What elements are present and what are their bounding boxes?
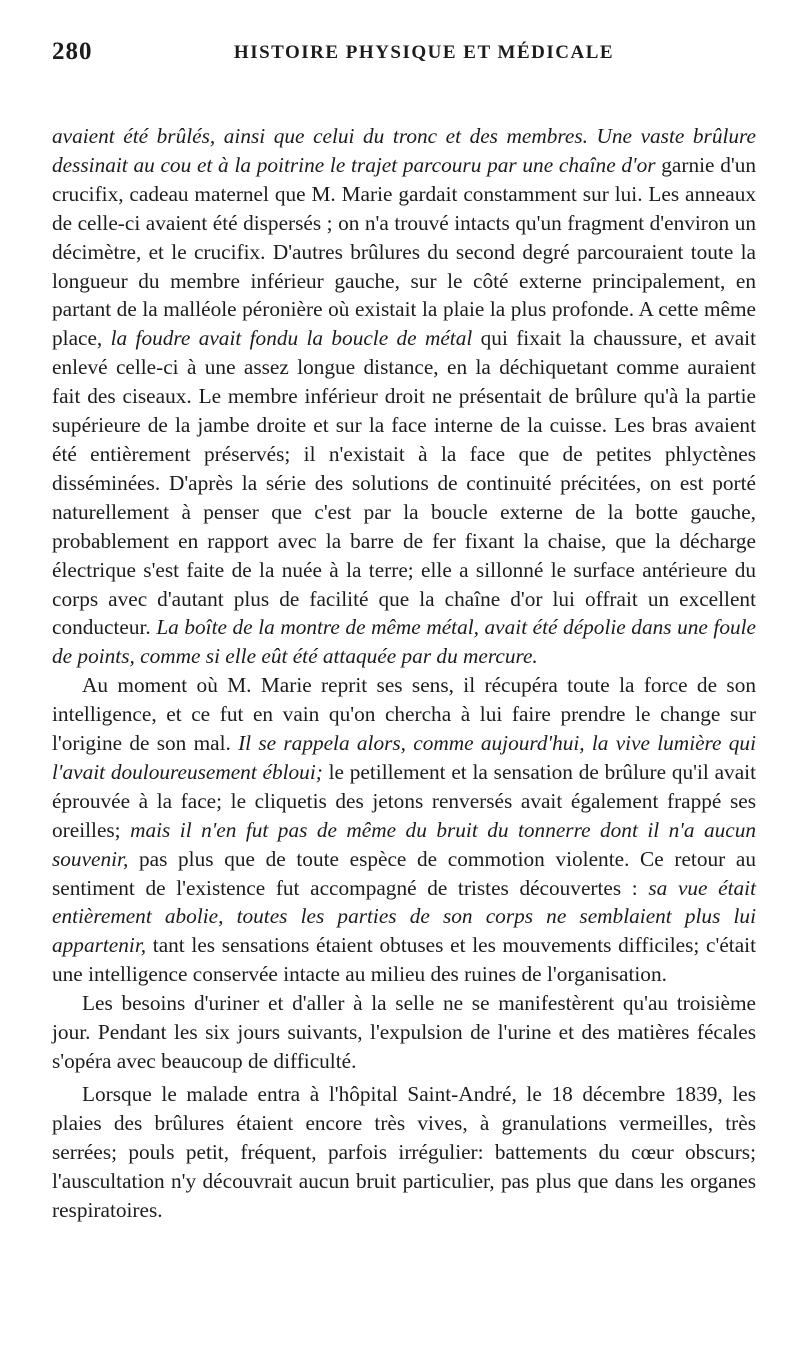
paragraph xyxy=(52,1080,756,1225)
paragraph xyxy=(52,671,756,989)
body-text xyxy=(52,122,756,1224)
text-segment: Lorsque le malade entra à l'hôpital Saint-André, le 18 décembre 1839, les plaies des brûlures étaient encore très vives, à granulations vermeilles, très serrées; pouls petit, fréquent, parfois irrégulier: battements du cœur obscurs; l'auscultation n'y découvrait aucun bruit particulier, pas plus que dans les organes respiratoires. xyxy=(52,1081,756,1222)
paragraph xyxy=(52,989,756,1076)
italic-text-segment: Il se rappela alors, comme aujourd'hui, la vive lumière qui l'avait douloureusement ébloui; xyxy=(52,731,756,784)
italic-text-segment: la foudre avait fondu la boucle de métal xyxy=(110,326,473,351)
running-head: HISTOIRE PHYSIQUE ET MÉDICALE xyxy=(233,42,615,63)
italic-text-segment: avaient été brûlés, ainsi que celui du tronc et des membres. Une vaste brûlure dessinait au cou et à la poitrine le trajet parcouru par une chaîne d'or xyxy=(52,124,756,177)
page-number: 280 xyxy=(52,38,93,65)
italic-text-segment: La boîte de la montre de même métal, avait été dépolie dans une foule de points, comme si elle eût été attaquée par du mercure. xyxy=(52,615,756,669)
paragraph xyxy=(52,122,756,671)
text-segment: Les besoins d'uriner et d'aller à la selle ne se manifestèrent qu'au troisième jour. Pendant les six jours suivants, l'expulsion de l'urine et des matières fécales s'opéra avec beaucoup de difficulté. xyxy=(52,991,756,1073)
page-header xyxy=(52,38,756,78)
italic-text-segment: sa vue était entièrement abolie, toutes les parties de son corps ne semblaient plus lui appartenir, xyxy=(52,875,756,958)
text-segment: tant les sensations étaient obtuses et les mouvements difficiles; c'était une intelligence conservée intacte au milieu des ruines de l'organisation. xyxy=(52,933,756,987)
text-segment: qui fixait la chaussure, et avait enlevé celle-ci à une assez longue distance, en la déchiquetant comme auraient fait des ciseaux. Le membre inférieur droit ne présentait de brûlure qu'à la partie supérieure de la jambe droite et sur la face interne de la cuisse. Les bras avaient été entièrement préservés; il n'existait à la face que de petites phlyctènes disséminées. D'après la série des solutions de continuité précitées, on est porté naturellement à penser que c'est par la boucle externe de la botte gauche, probablement en rapport avec la barre de fer fixant la chaise, que la décharge électrique s'est faite de la nuée à la terre; elle a sillonné le surface antérieure du corps avec d'autant plus de facilité que la chaîne d'or lui offrait un excellent conducteur. xyxy=(52,326,756,640)
text-segment: garnie d'un crucifix, cadeau maternel que M. Marie gardait constamment sur lui. Les anneaux de celle-ci avaient été dispersés ; on n'a trouvé intacts qu'un fragment d'environ un décimètre, et le crucifix. D'autres brûlures du second degré parcouraient toute la longueur du membre inférieur gauche, sur le côté externe principalement, en partant de la malléole péronière où existait la plaie la plus profonde. A cette même place, xyxy=(52,152,756,351)
text-segment: pas plus que de toute espèce de commotion violente. Ce retour au sentiment de l'existence fut accompagné de tristes découvertes : xyxy=(52,846,756,900)
text-segment: Au moment où M. Marie reprit ses sens, il récupéra toute la force de son intelligence, et ce fut en vain qu'on chercha à lui faire prendre le change sur l'origine de son mal. xyxy=(52,673,756,756)
text-segment: le petillement et la sensation de brûlure qu'il avait éprouvée à la face; le cliquetis des jetons renversés avait également frappé ses oreilles; xyxy=(52,759,756,842)
italic-text-segment: mais il n'en fut pas de même du bruit du tonnerre dont il n'a aucun souvenir, xyxy=(52,817,756,871)
